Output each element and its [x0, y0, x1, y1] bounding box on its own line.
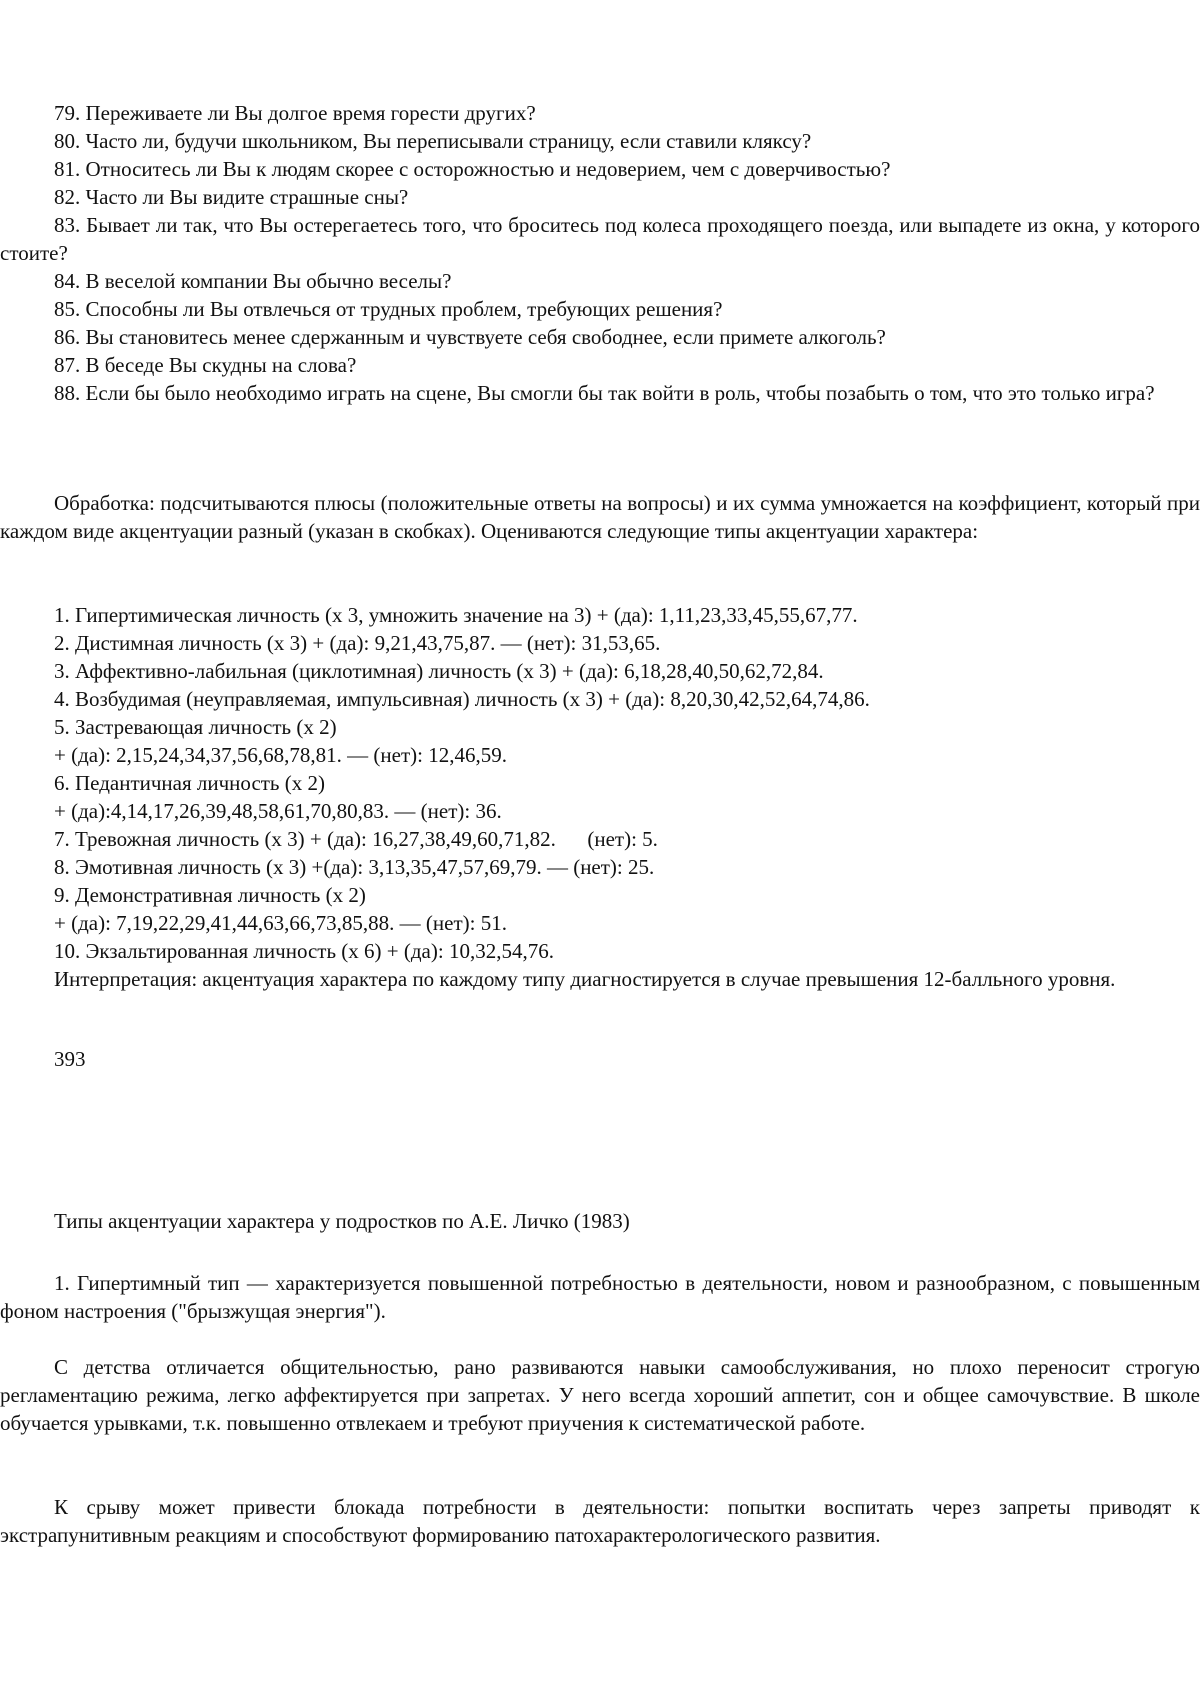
question-86: 86. Вы становитесь менее сдержанным и чувствуете себя свободнее, если примете алкоголь? [54, 325, 886, 349]
question-81: 81. Относитесь ли Вы к людям скорее с осторожностью и недоверием, чем с доверчивостью? [54, 157, 891, 181]
paragraph-text: К срыву может привести блокада потребности в деятельности: попытки воспитать через запреты приводят к экстрапунитивным реакциям и способствуют формированию патохарактерологического развития. [0, 1495, 1200, 1547]
question-84: 84. В веселой компании Вы обычно веселы? [54, 269, 452, 293]
body-paragraph [0, 1493, 1200, 1549]
type-item: 4. Возбудимая (неуправляемая, импульсивная) личность (х 3) + (да): 8,20,30,42,52,64,74,86. [54, 687, 870, 711]
question-82: 82. Часто ли Вы видите страшные сны? [54, 185, 409, 209]
page-number: 393 [54, 1047, 86, 1071]
type-item: 8. Эмотивная личность (х 3) +(да): 3,13,35,47,57,69,79. — (нет): 25. [54, 855, 655, 879]
type-item: 10. Экзальтированная личность (х 6) + (да): 10,32,54,76. [54, 939, 554, 963]
type-item: 2. Дистимная личность (х 3) + (да): 9,21,43,75,87. — (нет): 31,53,65. [54, 631, 661, 655]
type-item: 9. Демонстративная личность (х 2) [54, 883, 366, 907]
body-paragraph [0, 1269, 1200, 1325]
question-79: 79. Переживаете ли Вы долгое время горести других? [54, 101, 536, 125]
question-85: 85. Способны ли Вы отвлечься от трудных проблем, требующих решения? [54, 297, 723, 321]
interpretation-paragraph: Интерпретация: акцентуация характера по каждому типу диагностируется в случае превышения 12-балльного уровня. [54, 967, 1116, 991]
paragraph-text: 1. Гипертимный тип — характеризуется повышенной потребностью в деятельности, новом и разнообразном, с повышенным фоном настроения ("брызжущая энергия"). [0, 1271, 1200, 1323]
type-item: + (да):4,14,17,26,39,48,58,61,70,80,83. — (нет): 36. [54, 799, 502, 823]
body-paragraph [0, 1353, 1200, 1437]
type-item: 5. Застревающая личность (х 2) [54, 715, 337, 739]
paragraph-text: С детства отличается общительностью, рано развиваются навыки самообслуживания, но плохо переносит строгую регламентацию режима, легко аффектируется при запретах. У него всегда хороший аппетит, сон и общее самочувствие. В школе обучается урывками, т.к. повышенно отвлекаем и требуют приучения к систематической работе. [0, 1355, 1200, 1435]
type-item: + (да): 2,15,24,34,37,56,68,78,81. — (нет): 12,46,59. [54, 743, 507, 767]
type-item: 1. Гипертимическая личность (х 3, умножить значение на 3) + (да): 1,11,23,33,45,55,67,77. [54, 603, 858, 627]
processing-paragraph: Обработка: подсчитываются плюсы (положительные ответы на вопросы) и их сумма умножается на коэффициент, который при каждом виде акцентуации разный (указан в скобках). Оцениваются следующие типы акцентуации характера: [0, 491, 1200, 543]
type-item: 3. Аффективно-лабильная (циклотимная) личность (х 3) + (да): 6,18,28,40,50,62,72,84. [54, 659, 824, 683]
question-87: 87. В беседе Вы скудны на слова? [54, 353, 357, 377]
type-item: + (да): 7,19,22,29,41,44,63,66,73,85,88. — (нет): 51. [54, 911, 507, 935]
type-item: 7. Тревожная личность (х 3) + (да): 16,27,38,49,60,71,82. (нет): 5. [54, 827, 658, 851]
questionnaire-list [0, 99, 1200, 407]
question-83: 83. Бывает ли так, что Вы остерегаетесь того, что броситесь под колеса проходящего поезда, или выпадете из окна, у которого стоите? [0, 213, 1200, 265]
question-88: 88. Если бы было необходимо играть на сцене, Вы смогли бы так войти в роль, чтобы позабыть о том, что это только игра? [54, 381, 1155, 405]
type-item: 6. Педантичная личность (х 2) [54, 771, 326, 795]
question-80: 80. Часто ли, будучи школьником, Вы переписывали страницу, если ставили кляксу? [54, 129, 812, 153]
processing-section [0, 489, 1200, 545]
section-title: Типы акцентуации характера у подростков по А.Е. Личко (1983) [54, 1209, 630, 1233]
accentuation-types-list [0, 601, 1200, 993]
